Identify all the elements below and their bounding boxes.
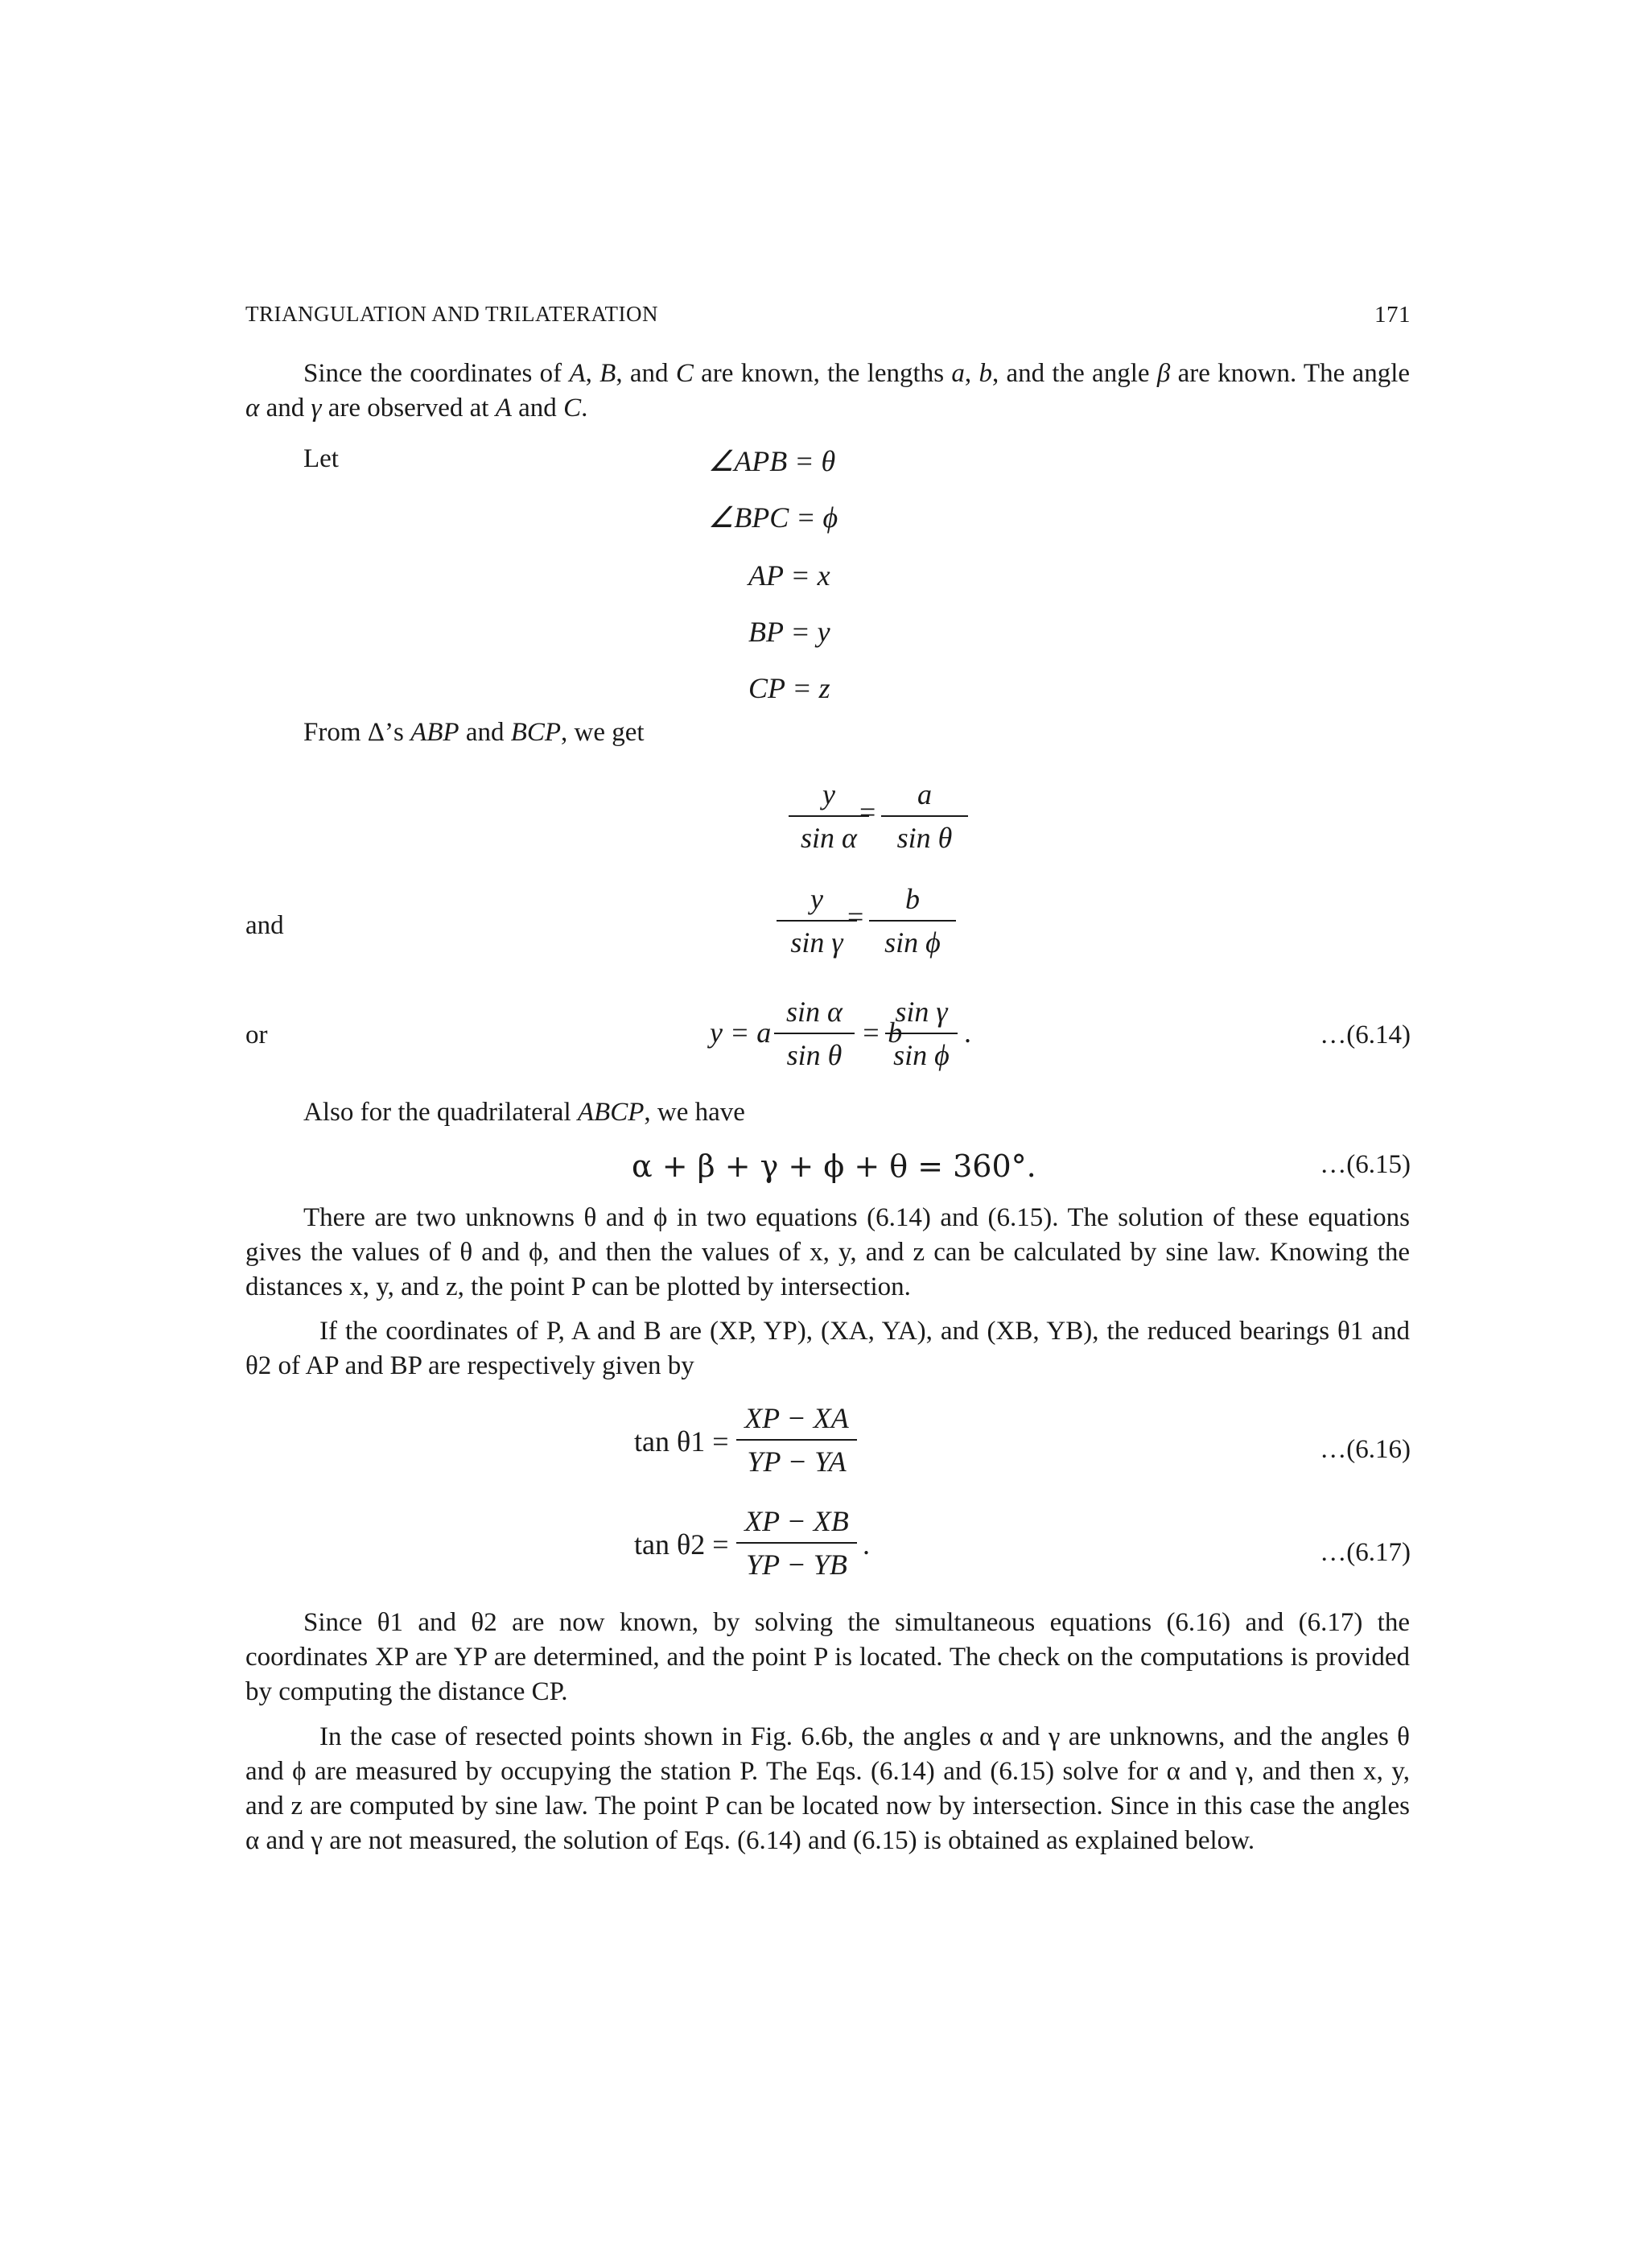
running-head-title: TRIANGULATION AND TRILATERATION	[245, 302, 658, 326]
eq-number-6-14: …(6.14)	[1320, 1021, 1411, 1049]
eq3-fraction-gamma-phi: sin γ sin ϕ	[885, 994, 958, 1073]
eq3-lhs: y = a	[710, 1016, 772, 1049]
page-number: 171	[1374, 302, 1411, 328]
paragraph-intro: Since the coordinates of A, B, and C are known, the lengths a, b, and the angle β are known. The angle α and γ are observed at A and C.	[245, 359, 1411, 423]
paragraph-reduced-bearings: If the coordinates of P, A and B are (XP, YP), (XA, YA), and (XB, YB), the reduced bearings θ1 and θ2 of AP and BP are respectively given by	[245, 1317, 1410, 1380]
eq1-left-fraction: y sin α	[789, 777, 869, 856]
eq1-equals: =	[859, 796, 876, 828]
eq1-right-fraction: a sin θ	[881, 777, 968, 856]
eq3-period: .	[964, 1016, 971, 1049]
or-label: or	[245, 1021, 268, 1049]
eq6-fraction: XP − XB YP − YB	[736, 1503, 857, 1582]
let-label: Let	[303, 444, 339, 473]
from-triangles-line: From Δ’s ABP and BCP, we get	[303, 718, 645, 747]
definition-angle-apb: ∠APB = θ	[708, 445, 836, 477]
definition-angle-bpc: ∠BPC = ϕ	[708, 501, 838, 534]
paragraph-resected-points: In the case of resected points shown in Fig. 6.6b, the angles α and γ are unknowns, and the angles θ and ϕ are measured by occupying the station P. The Eqs. (6.14) and (6.15) solve for α and γ, and then x, y, and z are computed by sine law. The point P can be located now by intersection. Since in this case the angles α and γ are not measured, the solution of Eqs. (6.14) and (6.15) is obtained as explained below.	[245, 1722, 1410, 1855]
eq-number-6-15: …(6.15)	[1320, 1150, 1411, 1179]
also-quadrilateral-line: Also for the quadrilateral ABCP, we have	[303, 1098, 745, 1127]
paragraph-two-unknowns: There are two unknowns θ and ϕ in two equations (6.14) and (6.15). The solution of these equations gives the values of θ and ϕ, and then the values of x, y, and z can be calculated by sine law. Knowing the distances x, y, and z, the point P can be plotted by intersection.	[245, 1203, 1410, 1301]
and-label: and	[245, 911, 284, 940]
definition-bp: BP = y	[748, 616, 830, 648]
paragraph-simultaneous-equations: Since θ1 and θ2 are now known, by solving the simultaneous equations (6.16) and (6.17) the coordinates XP are YP are determined, and the point P is located. The check on the computations is provided by computing the distance CP.	[245, 1608, 1410, 1706]
eq-number-6-17: …(6.17)	[1320, 1538, 1411, 1567]
eq3-middle: = b	[861, 1016, 903, 1049]
definition-cp: CP = z	[748, 672, 830, 704]
eq6-period: .	[863, 1528, 870, 1561]
eq-number-6-16: …(6.16)	[1320, 1435, 1411, 1464]
eq5-fraction: XP − XA YP − YA	[736, 1400, 857, 1479]
eq2-right-fraction: b sin ϕ	[869, 881, 956, 960]
eq4-angle-sum: α + β + γ + ϕ + θ = 360°.	[632, 1148, 1036, 1184]
eq2-equals: =	[847, 901, 864, 933]
eq3-fraction-alpha-theta: sin α sin θ	[774, 994, 855, 1073]
eq6-lhs: tan θ2 =	[634, 1528, 729, 1561]
definition-ap: AP = x	[748, 559, 830, 592]
eq2-left-fraction: y sin γ	[777, 881, 857, 960]
eq5-lhs: tan θ1 =	[634, 1425, 729, 1458]
